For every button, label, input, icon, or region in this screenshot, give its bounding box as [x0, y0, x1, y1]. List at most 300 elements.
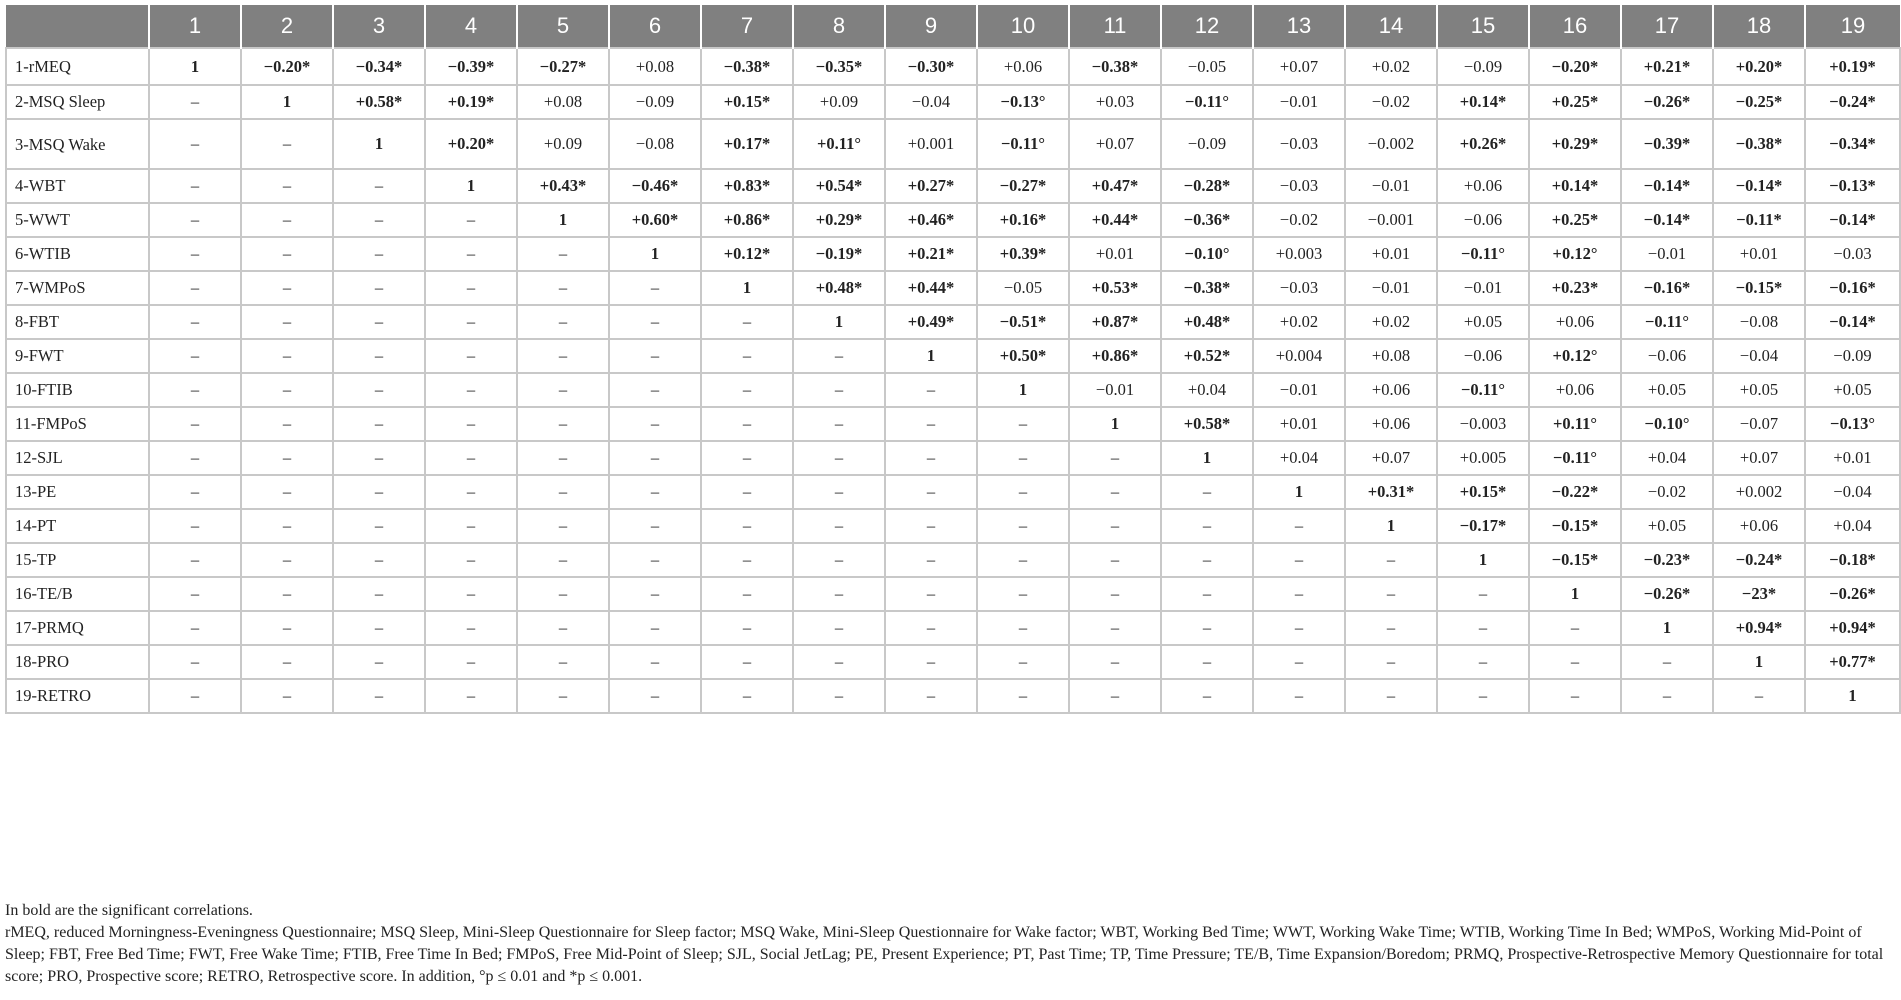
table-cell: −0.18*: [1805, 543, 1900, 577]
table-cell: –: [241, 407, 333, 441]
table-cell: −0.26*: [1621, 577, 1713, 611]
row-label: 16-TE/B: [6, 577, 149, 611]
table-cell: +0.49*: [885, 305, 977, 339]
table-cell: –: [333, 203, 425, 237]
table-cell: −0.51*: [977, 305, 1069, 339]
table-cell: +0.43*: [517, 169, 609, 203]
table-cell: −0.30*: [885, 48, 977, 85]
table-cell: –: [149, 679, 241, 713]
table-cell: –: [241, 237, 333, 271]
table-cell: −0.15*: [1713, 271, 1805, 305]
table-cell: −0.27*: [977, 169, 1069, 203]
table-cell: 1: [1161, 441, 1253, 475]
table-cell: −0.09: [609, 85, 701, 119]
table-cell: +0.26*: [1437, 119, 1529, 169]
table-cell: –: [241, 543, 333, 577]
table-cell: –: [517, 237, 609, 271]
column-header: 10: [977, 5, 1069, 48]
table-cell: −0.05: [1161, 48, 1253, 85]
table-cell: –: [425, 543, 517, 577]
table-cell: 1: [1621, 611, 1713, 645]
table-cell: +0.23*: [1529, 271, 1621, 305]
table-cell: −0.04: [1805, 475, 1900, 509]
table-cell: –: [517, 509, 609, 543]
table-cell: +0.47*: [1069, 169, 1161, 203]
row-label: 7-WMPoS: [6, 271, 149, 305]
table-cell: –: [425, 373, 517, 407]
table-cell: −0.11°: [1621, 305, 1713, 339]
table-cell: –: [1161, 475, 1253, 509]
table-cell: +0.46*: [885, 203, 977, 237]
table-cell: +0.54*: [793, 169, 885, 203]
table-cell: –: [425, 339, 517, 373]
table-row: [6, 237, 1900, 271]
table-cell: –: [333, 407, 425, 441]
table-cell: +0.003: [1253, 237, 1345, 271]
column-header: 9: [885, 5, 977, 48]
table-cell: –: [425, 475, 517, 509]
table-cell: +0.20*: [425, 119, 517, 169]
table-cell: –: [885, 679, 977, 713]
table-cell: –: [517, 475, 609, 509]
table-cell: –: [241, 577, 333, 611]
table-cell: –: [1161, 577, 1253, 611]
row-label: 1-rMEQ: [6, 48, 149, 85]
table-cell: –: [885, 373, 977, 407]
table-cell: −0.03: [1253, 271, 1345, 305]
bold-note: In bold are the significant correlations.: [5, 902, 253, 919]
table-cell: +0.09: [517, 119, 609, 169]
table-cell: 1: [1253, 475, 1345, 509]
table-cell: –: [149, 339, 241, 373]
table-cell: –: [149, 271, 241, 305]
table-cell: −0.03: [1805, 237, 1900, 271]
column-header: 19: [1805, 5, 1900, 48]
column-header: 1: [149, 5, 241, 48]
table-cell: –: [1161, 543, 1253, 577]
table-header-row: [6, 5, 1900, 48]
table-row: [6, 577, 1900, 611]
table-cell: +0.83*: [701, 169, 793, 203]
table-cell: –: [333, 577, 425, 611]
table-cell: –: [241, 441, 333, 475]
table-cell: –: [241, 373, 333, 407]
table-cell: +0.21*: [885, 237, 977, 271]
table-cell: 1: [609, 237, 701, 271]
table-cell: +0.08: [1345, 339, 1437, 373]
table-cell: +0.06: [1529, 305, 1621, 339]
table-cell: –: [517, 305, 609, 339]
table-cell: −0.36*: [1161, 203, 1253, 237]
table-cell: –: [793, 543, 885, 577]
table-cell: +0.02: [1345, 48, 1437, 85]
table-cell: −23*: [1713, 577, 1805, 611]
table-cell: 1: [1713, 645, 1805, 679]
column-header: 2: [241, 5, 333, 48]
table-cell: +0.06: [1713, 509, 1805, 543]
table-cell: –: [517, 645, 609, 679]
table-cell: –: [793, 407, 885, 441]
table-cell: –: [1253, 679, 1345, 713]
table-cell: +0.86*: [701, 203, 793, 237]
table-cell: −0.01: [1069, 373, 1161, 407]
table-cell: +0.50*: [977, 339, 1069, 373]
table-cell: –: [609, 509, 701, 543]
table-cell: –: [609, 271, 701, 305]
table-cell: −0.14*: [1621, 203, 1713, 237]
table-cell: −0.23*: [1621, 543, 1713, 577]
table-row: [6, 203, 1900, 237]
table-cell: –: [701, 645, 793, 679]
table-cell: –: [1069, 577, 1161, 611]
table-cell: –: [1529, 679, 1621, 713]
table-cell: +0.04: [1621, 441, 1713, 475]
table-cell: −0.46*: [609, 169, 701, 203]
table-cell: +0.08: [517, 85, 609, 119]
table-cell: 1: [241, 85, 333, 119]
table-cell: −0.01: [1253, 373, 1345, 407]
table-cell: –: [333, 305, 425, 339]
table-cell: –: [333, 169, 425, 203]
table-cell: +0.21*: [1621, 48, 1713, 85]
table-cell: –: [1161, 611, 1253, 645]
table-cell: +0.08: [609, 48, 701, 85]
table-cell: –: [1437, 611, 1529, 645]
table-cell: –: [609, 577, 701, 611]
column-header: 7: [701, 5, 793, 48]
table-cell: +0.87*: [1069, 305, 1161, 339]
table-cell: +0.04: [1253, 441, 1345, 475]
table-cell: +0.12°: [1529, 339, 1621, 373]
table-cell: +0.01: [1069, 237, 1161, 271]
table-cell: –: [333, 679, 425, 713]
table-cell: −0.16*: [1621, 271, 1713, 305]
table-cell: –: [609, 373, 701, 407]
table-cell: –: [701, 441, 793, 475]
table-cell: +0.07: [1713, 441, 1805, 475]
table-cell: 1: [517, 203, 609, 237]
table-cell: –: [517, 271, 609, 305]
table-cell: +0.002: [1713, 475, 1805, 509]
table-cell: 1: [1437, 543, 1529, 577]
table-cell: +0.005: [1437, 441, 1529, 475]
table-row: [6, 475, 1900, 509]
table-cell: −0.08: [1713, 305, 1805, 339]
table-cell: –: [149, 373, 241, 407]
table-cell: –: [333, 475, 425, 509]
table-cell: −0.38*: [1713, 119, 1805, 169]
table-row: [6, 48, 1900, 85]
column-header: 4: [425, 5, 517, 48]
table-cell: −0.24*: [1805, 85, 1900, 119]
table-cell: −0.16*: [1805, 271, 1900, 305]
table-cell: +0.001: [885, 119, 977, 169]
table-cell: –: [701, 543, 793, 577]
table-cell: +0.58*: [333, 85, 425, 119]
row-label: 14-PT: [6, 509, 149, 543]
table-cell: +0.44*: [885, 271, 977, 305]
table-cell: –: [425, 407, 517, 441]
table-cell: –: [793, 475, 885, 509]
table-cell: –: [885, 509, 977, 543]
table-cell: −0.02: [1621, 475, 1713, 509]
table-cell: –: [1069, 543, 1161, 577]
table-cell: –: [149, 237, 241, 271]
table-cell: +0.02: [1345, 305, 1437, 339]
table-cell: −0.13°: [977, 85, 1069, 119]
table-cell: –: [425, 305, 517, 339]
table-cell: –: [1069, 475, 1161, 509]
table-cell: −0.09: [1437, 48, 1529, 85]
table-cell: +0.06: [1345, 373, 1437, 407]
table-cell: −0.11°: [1161, 85, 1253, 119]
table-cell: –: [517, 339, 609, 373]
table-cell: −0.27*: [517, 48, 609, 85]
table-cell: +0.01: [1345, 237, 1437, 271]
table-cell: −0.01: [1345, 271, 1437, 305]
table-cell: +0.04: [1805, 509, 1900, 543]
table-cell: +0.19*: [425, 85, 517, 119]
table-cell: +0.06: [1529, 373, 1621, 407]
abbreviations-note: rMEQ, reduced Morningness-Eveningness Questionnaire; MSQ Sleep, Mini-Sleep Questionnaire for Sleep factor; MSQ Wake, Mini-Sleep Questionnaire for Wake factor; WBT, Working Bed Time; WWT, Working Wake Time; WTIB, Working Time In Bed; WMPoS, Working Mid-Point of Sleep; FBT, Free Bed Time; FWT, Free Wake Time; FTIB, Free Time In Bed; FMPoS, Free Mid-Point of Sleep; SJL, Social JetLag; PE, Present Experience; PT, Past Time; TP, Time Pressure; TE/B, Time Expansion/Boredom; PRMQ, Prospective-Retrospective Memory Questionnaire for total score; PRO, Prospective score; RETRO, Retrospective score. In addition, °p ≤ 0.01 and *p ≤ 0.001.: [5, 924, 1884, 985]
table-cell: –: [517, 543, 609, 577]
table-cell: –: [701, 577, 793, 611]
table-cell: −0.26*: [1621, 85, 1713, 119]
table-cell: –: [517, 577, 609, 611]
table-cell: –: [885, 645, 977, 679]
table-cell: –: [333, 611, 425, 645]
column-header: 14: [1345, 5, 1437, 48]
table-cell: –: [149, 611, 241, 645]
table-cell: −0.10°: [1621, 407, 1713, 441]
table-cell: +0.11°: [1529, 407, 1621, 441]
table-row: [6, 543, 1900, 577]
table-cell: –: [1069, 509, 1161, 543]
table-cell: –: [149, 305, 241, 339]
table-cell: –: [1437, 577, 1529, 611]
table-cell: –: [701, 339, 793, 373]
table-cell: –: [149, 645, 241, 679]
column-header: 3: [333, 5, 425, 48]
table-cell: −0.02: [1345, 85, 1437, 119]
table-cell: –: [1161, 679, 1253, 713]
row-label: 8-FBT: [6, 305, 149, 339]
table-row: [6, 169, 1900, 203]
table-cell: –: [333, 373, 425, 407]
table-cell: –: [241, 645, 333, 679]
table-cell: +0.01: [1805, 441, 1900, 475]
table-cell: +0.44*: [1069, 203, 1161, 237]
column-header: 13: [1253, 5, 1345, 48]
table-cell: –: [241, 169, 333, 203]
header-corner: [6, 5, 149, 48]
table-cell: +0.31*: [1345, 475, 1437, 509]
table-cell: –: [333, 441, 425, 475]
table-cell: –: [241, 679, 333, 713]
table-cell: –: [1437, 679, 1529, 713]
table-row: [6, 679, 1900, 713]
table-cell: −0.11°: [977, 119, 1069, 169]
table-cell: 1: [333, 119, 425, 169]
table-cell: –: [1069, 611, 1161, 645]
table-row: [6, 509, 1900, 543]
table-cell: −0.19*: [793, 237, 885, 271]
table-row: [6, 373, 1900, 407]
table-cell: –: [1345, 543, 1437, 577]
table-cell: –: [977, 441, 1069, 475]
table-cell: −0.15*: [1529, 509, 1621, 543]
table-cell: –: [793, 645, 885, 679]
table-cell: –: [701, 509, 793, 543]
table-cell: –: [1161, 509, 1253, 543]
column-header: 16: [1529, 5, 1621, 48]
table-cell: –: [793, 373, 885, 407]
table-cell: –: [333, 543, 425, 577]
table-cell: −0.14*: [1621, 169, 1713, 203]
table-cell: –: [609, 679, 701, 713]
table-cell: +0.16*: [977, 203, 1069, 237]
table-cell: −0.35*: [793, 48, 885, 85]
table-cell: –: [1069, 645, 1161, 679]
table-cell: –: [425, 271, 517, 305]
table-cell: +0.14*: [1437, 85, 1529, 119]
table-cell: –: [149, 441, 241, 475]
table-cell: –: [977, 407, 1069, 441]
row-label: 13-PE: [6, 475, 149, 509]
row-label: 18-PRO: [6, 645, 149, 679]
table-cell: –: [1621, 645, 1713, 679]
table-cell: –: [885, 475, 977, 509]
table-cell: −0.03: [1253, 169, 1345, 203]
column-header: 11: [1069, 5, 1161, 48]
table-cell: −0.06: [1621, 339, 1713, 373]
table-cell: –: [885, 543, 977, 577]
table-cell: –: [1621, 679, 1713, 713]
table-cell: +0.06: [1437, 169, 1529, 203]
table-cell: –: [793, 509, 885, 543]
table-cell: –: [977, 543, 1069, 577]
table-cell: −0.09: [1805, 339, 1900, 373]
table-cell: –: [333, 645, 425, 679]
table-cell: 1: [1345, 509, 1437, 543]
column-header: 17: [1621, 5, 1713, 48]
table-cell: –: [1345, 645, 1437, 679]
row-label: 15-TP: [6, 543, 149, 577]
table-cell: 1: [793, 305, 885, 339]
table-row: [6, 271, 1900, 305]
table-cell: +0.27*: [885, 169, 977, 203]
row-label: 9-FWT: [6, 339, 149, 373]
column-header: 18: [1713, 5, 1805, 48]
table-cell: 1: [1069, 407, 1161, 441]
table-cell: −0.11°: [1437, 237, 1529, 271]
table-cell: +0.07: [1253, 48, 1345, 85]
table-cell: –: [701, 475, 793, 509]
table-cell: –: [241, 271, 333, 305]
table-cell: –: [149, 203, 241, 237]
table-cell: +0.05: [1805, 373, 1900, 407]
table-cell: −0.28*: [1161, 169, 1253, 203]
table-cell: +0.94*: [1713, 611, 1805, 645]
table-cell: +0.17*: [701, 119, 793, 169]
table-cell: –: [609, 407, 701, 441]
table-cell: –: [1069, 679, 1161, 713]
row-label: 11-FMPoS: [6, 407, 149, 441]
table-cell: –: [241, 305, 333, 339]
table-row: [6, 407, 1900, 441]
table-cell: +0.77*: [1805, 645, 1900, 679]
table-cell: +0.12*: [701, 237, 793, 271]
table-cell: –: [149, 169, 241, 203]
table-cell: –: [701, 679, 793, 713]
table-cell: −0.34*: [1805, 119, 1900, 169]
table-cell: –: [977, 611, 1069, 645]
table-cell: −0.01: [1437, 271, 1529, 305]
table-cell: –: [1069, 441, 1161, 475]
table-cell: −0.39*: [425, 48, 517, 85]
table-cell: −0.11°: [1529, 441, 1621, 475]
table-cell: –: [241, 203, 333, 237]
table-cell: +0.07: [1345, 441, 1437, 475]
table-cell: –: [885, 407, 977, 441]
table-cell: +0.29*: [1529, 119, 1621, 169]
table-row: [6, 611, 1900, 645]
table-cell: +0.05: [1621, 373, 1713, 407]
table-cell: –: [1161, 645, 1253, 679]
table-cell: −0.11°: [1437, 373, 1529, 407]
table-cell: –: [977, 645, 1069, 679]
table-cell: –: [333, 339, 425, 373]
table-cell: –: [609, 305, 701, 339]
table-cell: –: [977, 475, 1069, 509]
table-cell: −0.25*: [1713, 85, 1805, 119]
table-cell: –: [425, 679, 517, 713]
table-cell: −0.26*: [1805, 577, 1900, 611]
row-label: 3-MSQ Wake: [6, 119, 149, 169]
row-label: 19-RETRO: [6, 679, 149, 713]
table-cell: –: [425, 203, 517, 237]
table-cell: +0.05: [1621, 509, 1713, 543]
table-row: [6, 85, 1900, 119]
table-row: [6, 441, 1900, 475]
table-cell: –: [793, 679, 885, 713]
table-cell: −0.01: [1253, 85, 1345, 119]
row-label: 5-WWT: [6, 203, 149, 237]
table-cell: –: [333, 509, 425, 543]
table-cell: +0.01: [1253, 407, 1345, 441]
table-cell: +0.15*: [701, 85, 793, 119]
table-cell: −0.05: [977, 271, 1069, 305]
table-cell: –: [1253, 577, 1345, 611]
table-cell: –: [1345, 611, 1437, 645]
table-cell: +0.12°: [1529, 237, 1621, 271]
table-cell: −0.20*: [241, 48, 333, 85]
table-cell: –: [885, 611, 977, 645]
table-cell: –: [609, 339, 701, 373]
table-cell: –: [1253, 543, 1345, 577]
table-cell: −0.13°: [1805, 407, 1900, 441]
table-cell: +0.04: [1161, 373, 1253, 407]
table-cell: +0.25*: [1529, 203, 1621, 237]
row-label: 10-FTIB: [6, 373, 149, 407]
table-cell: +0.48*: [793, 271, 885, 305]
table-cell: –: [609, 543, 701, 577]
table-cell: –: [793, 339, 885, 373]
table-cell: –: [517, 373, 609, 407]
table-row: [6, 119, 1900, 169]
table-cell: –: [885, 577, 977, 611]
table-cell: –: [1529, 611, 1621, 645]
